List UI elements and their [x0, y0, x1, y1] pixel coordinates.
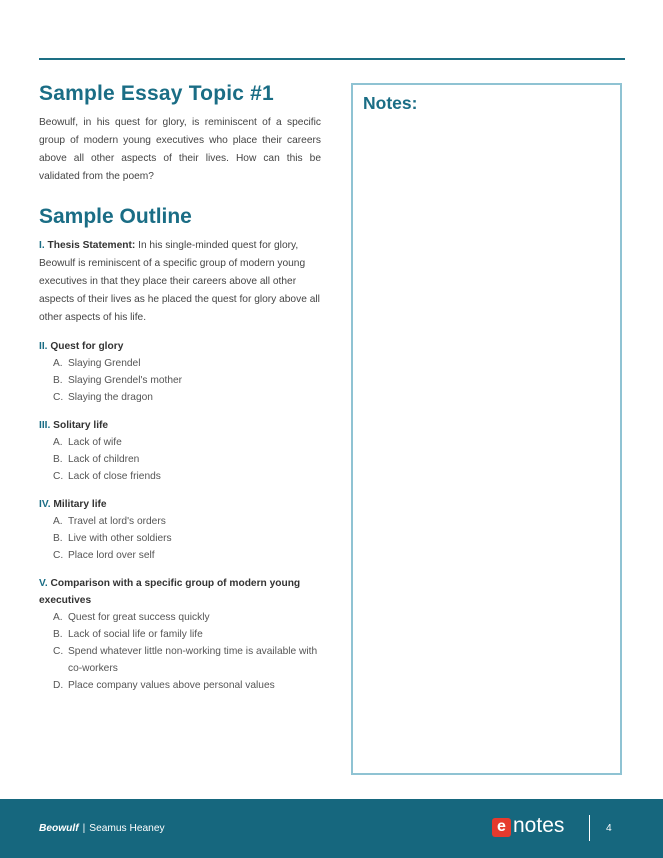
item-letter: B. [53, 454, 63, 465]
outline-section [39, 575, 321, 694]
outline-section [39, 338, 321, 406]
item-text: Slaying the dragon [68, 392, 153, 403]
list-item [53, 643, 321, 677]
footer-author: Seamus Heaney [89, 823, 165, 834]
item-letter: C. [53, 392, 64, 403]
outline-sections [39, 338, 321, 694]
top-rule [39, 58, 625, 60]
section-item-list [39, 355, 321, 406]
essay-topic-title: Sample Essay Topic #1 [39, 82, 274, 105]
section-heading [39, 417, 321, 434]
list-item [53, 434, 321, 451]
outline-section [39, 417, 321, 485]
item-letter: B. [53, 533, 63, 544]
list-item [53, 389, 321, 406]
item-text: Live with other soldiers [68, 533, 172, 544]
page-number: 4 [606, 823, 612, 834]
section-number: II. [39, 341, 48, 352]
logo-e-icon: e [492, 818, 511, 837]
item-letter: B. [53, 629, 63, 640]
item-text: Lack of children [68, 454, 140, 465]
thesis-statement [39, 237, 321, 327]
list-item [53, 372, 321, 389]
item-letter: A. [53, 612, 63, 623]
section-heading-text: Quest for glory [50, 341, 124, 352]
section-heading [39, 575, 321, 609]
list-item [53, 468, 321, 485]
item-letter: C. [53, 550, 64, 561]
outline-title: Sample Outline [39, 205, 192, 228]
item-letter: C. [53, 646, 64, 657]
footer-separator: | [82, 823, 86, 834]
section-number: V. [39, 578, 48, 589]
section-heading [39, 496, 321, 513]
footer [0, 799, 663, 858]
section-number: III. [39, 420, 51, 431]
item-text: Lack of close friends [68, 471, 161, 482]
outline-section [39, 496, 321, 564]
item-letter: A. [53, 516, 63, 527]
item-text: Spend whatever little non-working time is available with co-workers [68, 646, 318, 674]
list-item [53, 677, 321, 694]
item-letter: C. [53, 471, 64, 482]
item-letter: D. [53, 680, 64, 691]
list-item [53, 355, 321, 372]
thesis-label: Thesis Statement: [47, 240, 136, 251]
item-text: Lack of social life or family life [68, 629, 203, 640]
section-item-list [39, 434, 321, 485]
notes-box [351, 83, 622, 775]
item-text: Slaying Grendel [68, 358, 141, 369]
footer-work-title: Beowulf [39, 823, 79, 834]
item-text: Lack of wife [68, 437, 122, 448]
list-item [53, 609, 321, 626]
list-item [53, 547, 321, 564]
list-item [53, 513, 321, 530]
essay-prompt: Beowulf, in his quest for glory, is reminiscent of a specific group of modern young executives who place their careers above all other aspects of their lives. How can this be validated from the poem? [39, 117, 321, 182]
item-text: Slaying Grendel's mother [68, 375, 183, 386]
item-letter: B. [53, 375, 63, 386]
item-letter: A. [53, 437, 63, 448]
notes-title: Notes: [363, 93, 418, 113]
section-number: IV. [39, 499, 51, 510]
main-column [39, 82, 321, 694]
item-text: Place company values above personal values [68, 680, 275, 691]
item-text: Travel at lord's orders [68, 516, 166, 527]
section-heading-text: Comparison with a specific group of modern young executives [39, 578, 301, 606]
footer-divider [589, 815, 590, 841]
thesis-text: In his single-minded quest for glory, Beowulf is reminiscent of a specific group of modern young executives in that they place their careers above all other aspects of their lives as he placed the quest for glory above all other aspects of his life. [39, 240, 320, 323]
list-item [53, 530, 321, 547]
section-item-list [39, 609, 321, 694]
section-item-list [39, 513, 321, 564]
item-text: Quest for great success quickly [68, 612, 210, 623]
item-text: Place lord over self [68, 550, 155, 561]
section-heading [39, 338, 321, 355]
section-heading-text: Military life [53, 499, 107, 510]
section-heading-text: Solitary life [53, 420, 109, 431]
footer-citation [39, 823, 165, 834]
item-letter: A. [53, 358, 63, 369]
list-item [53, 626, 321, 643]
list-item [53, 451, 321, 468]
logo-text: notes [513, 814, 565, 837]
thesis-number: I. [39, 240, 45, 251]
